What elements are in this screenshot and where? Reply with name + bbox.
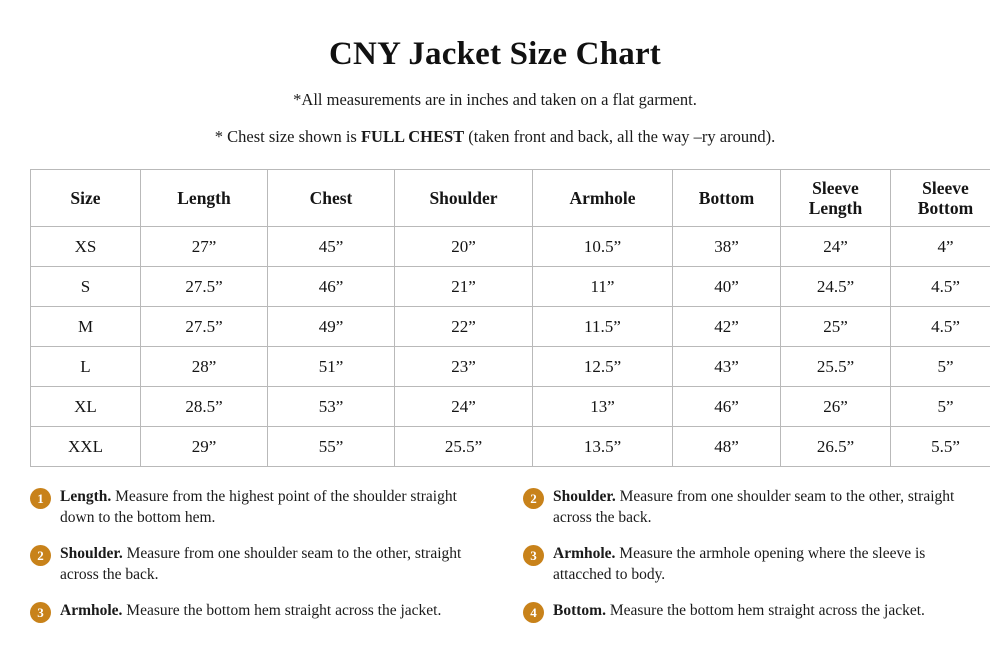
cell-chest: 46” [268, 267, 395, 307]
cell-armhole: 13.5” [533, 427, 673, 467]
cell-shoulder: 23” [395, 347, 533, 387]
cell-bottom: 48” [673, 427, 781, 467]
table-header-row [31, 170, 990, 227]
cell-bottom: 43” [673, 347, 781, 387]
cell-size: XL [31, 387, 141, 427]
sleeve-length-line1: Sleeve [812, 177, 859, 198]
sleeve-bottom-line2: Bottom [917, 198, 974, 218]
cell-chest: 51” [268, 347, 395, 387]
instruction-text [553, 486, 960, 529]
cell-armhole: 12.5” [533, 347, 673, 387]
cell-sleeve-length: 24.5” [781, 267, 891, 307]
cell-size: L [31, 347, 141, 387]
instruction-term: Length. [60, 488, 112, 505]
cell-length: 27.5” [141, 267, 268, 307]
cell-sleeve-length: 24” [781, 227, 891, 267]
table-row [31, 227, 990, 267]
cell-sleeve-length: 26” [781, 387, 891, 427]
table-row [31, 307, 990, 347]
cell-sleeve-bottom: 5” [891, 387, 990, 427]
size-table-head [31, 170, 990, 227]
chest-note-pre: * Chest size shown is [214, 127, 361, 146]
cell-length: 28” [141, 347, 268, 387]
sleeve-length-line2: Length [808, 198, 863, 218]
cell-size: M [31, 307, 141, 347]
table-row [31, 267, 990, 307]
instruction-body: Measure the armhole opening where the sleeve is attacched to body. [553, 544, 926, 584]
column-header-sleeve-bottom [891, 170, 990, 227]
step-number-badge: 4 [523, 602, 544, 623]
instruction-term: Armhole. [60, 601, 123, 619]
list-item [30, 543, 495, 586]
cell-length: 29” [141, 427, 268, 467]
instruction-term: Shoulder. [60, 544, 123, 562]
cell-sleeve-bottom: 5” [891, 347, 990, 387]
sleeve-bottom-line1: Sleeve [922, 177, 969, 198]
cell-length: 27” [141, 227, 268, 267]
list-item [523, 543, 960, 586]
list-item [523, 600, 960, 623]
cell-bottom: 42” [673, 307, 781, 347]
step-number-badge: 3 [30, 602, 51, 623]
cell-length: 27.5” [141, 307, 268, 347]
instruction-text [60, 600, 441, 621]
cell-bottom: 38” [673, 227, 781, 267]
instructions-column-right [495, 486, 960, 637]
column-header-chest: Chest [268, 170, 395, 227]
column-header-bottom: Bottom [673, 170, 781, 227]
step-number-badge: 2 [523, 488, 544, 509]
cell-armhole: 11” [533, 267, 673, 307]
instruction-term: Armhole. [553, 544, 616, 562]
cell-sleeve-length: 25.5” [781, 347, 891, 387]
cell-chest: 45” [268, 227, 395, 267]
cell-chest: 55” [268, 427, 395, 467]
instruction-text [553, 543, 960, 586]
step-number-badge: 2 [30, 545, 51, 566]
list-item [30, 600, 495, 623]
instruction-body: Measure from one shoulder seam to the other, straight across the back. [60, 544, 462, 584]
cell-size: S [31, 267, 141, 307]
cell-shoulder: 25.5” [395, 427, 533, 467]
chest-note [0, 110, 990, 147]
step-number-badge: 1 [30, 488, 51, 509]
column-header-shoulder: Shoulder [395, 170, 533, 227]
cell-sleeve-bottom: 4” [891, 227, 990, 267]
cell-bottom: 46” [673, 387, 781, 427]
instruction-text [60, 486, 495, 529]
cell-shoulder: 20” [395, 227, 533, 267]
size-table-body [31, 227, 990, 467]
instructions-column-left [30, 486, 495, 637]
table-row [31, 347, 990, 387]
cell-shoulder: 21” [395, 267, 533, 307]
cell-bottom: 40” [673, 267, 781, 307]
cell-size: XXL [31, 427, 141, 467]
cell-sleeve-length: 26.5” [781, 427, 891, 467]
cell-size: XS [31, 227, 141, 267]
size-table-container [30, 169, 974, 467]
cell-sleeve-bottom: 5.5” [891, 427, 990, 467]
column-header-length: Length [141, 170, 268, 227]
cell-chest: 49” [268, 307, 395, 347]
cell-shoulder: 22” [395, 307, 533, 347]
table-row [31, 387, 990, 427]
instruction-body: Measure from one shoulder seam to the other, straight across the back. [553, 488, 955, 527]
chest-note-bold: FULL CHEST [360, 127, 465, 146]
cell-chest: 53” [268, 387, 395, 427]
instruction-body: Measure from the highest point of the shoulder straight down to the bottom hem. [60, 488, 457, 527]
list-item [30, 486, 495, 529]
cell-sleeve-length: 25” [781, 307, 891, 347]
measurement-instructions [30, 486, 960, 637]
cell-armhole: 10.5” [533, 227, 673, 267]
list-item [523, 486, 960, 529]
chest-note-post: (taken front and back, all the way –ry around). [464, 127, 776, 146]
instruction-text [60, 543, 495, 586]
instruction-term: Bottom. [553, 601, 606, 619]
column-header-size: Size [31, 170, 141, 227]
cell-sleeve-bottom: 4.5” [891, 267, 990, 307]
size-table [30, 169, 990, 467]
instruction-text [553, 600, 925, 621]
instruction-body: Measure the bottom hem straight across the jacket. [605, 601, 925, 619]
column-header-sleeve-length [781, 170, 891, 227]
cell-armhole: 13” [533, 387, 673, 427]
instruction-body: Measure the bottom hem straight across the jacket. [122, 601, 442, 619]
measurement-note: *All measurements are in inches and taken on a flat garment. [293, 90, 697, 109]
cell-length: 28.5” [141, 387, 268, 427]
cell-shoulder: 24” [395, 387, 533, 427]
table-row [31, 427, 990, 467]
page-title: CNY Jacket Size Chart [329, 36, 661, 72]
step-number-badge: 3 [523, 545, 544, 566]
cell-armhole: 11.5” [533, 307, 673, 347]
column-header-armhole: Armhole [533, 170, 673, 227]
cell-sleeve-bottom: 4.5” [891, 307, 990, 347]
instruction-term: Shoulder. [553, 488, 616, 505]
